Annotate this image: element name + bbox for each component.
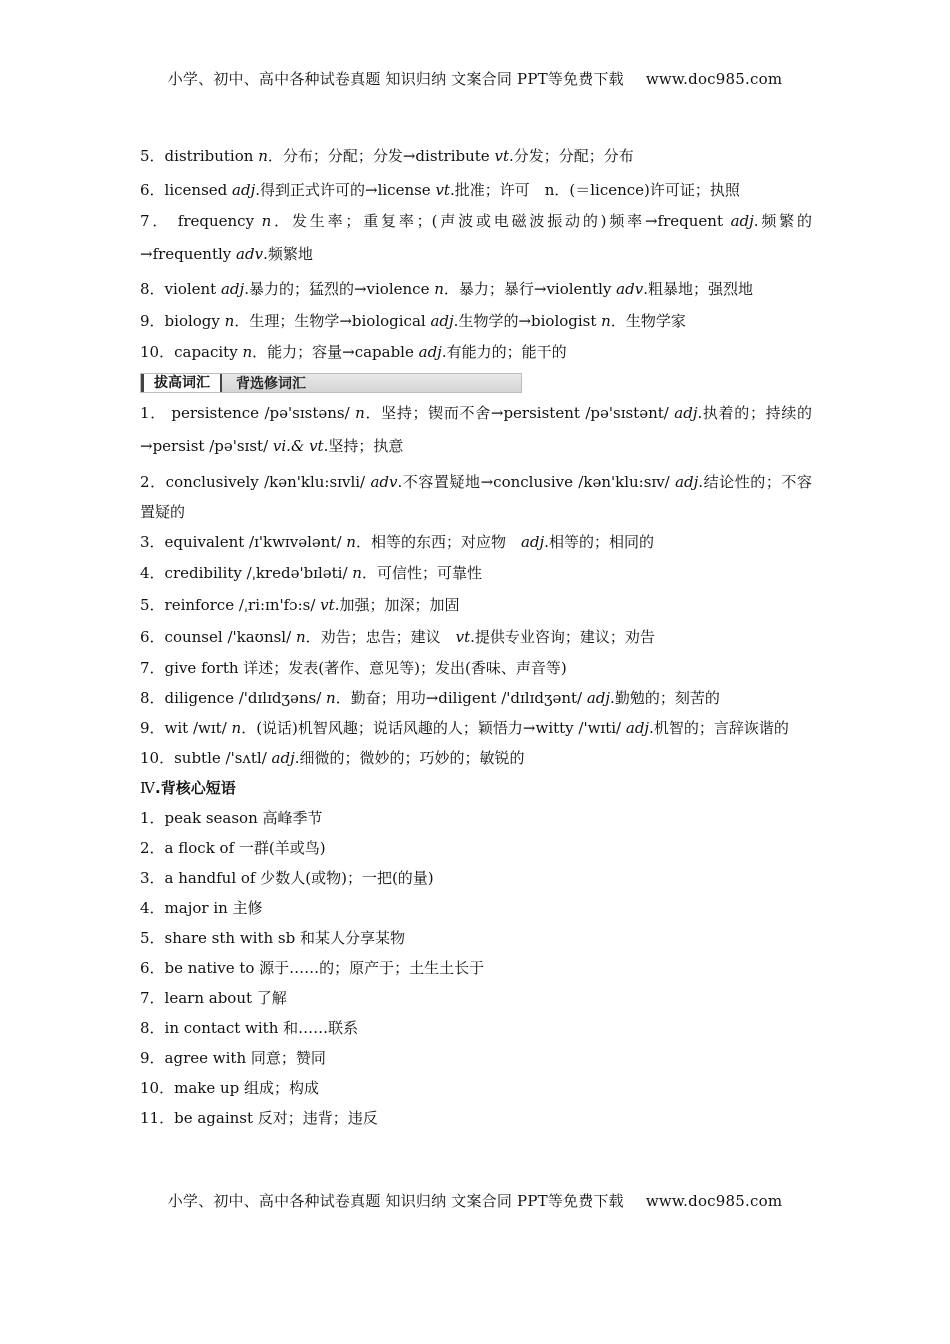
phrase-item-5 xyxy=(140,923,812,953)
part-of-speech: adv xyxy=(236,245,264,263)
part-of-speech: vi.& vt xyxy=(272,437,324,455)
advanced-item-3 xyxy=(140,527,812,557)
header-text: 小学、初中、高中各种试卷真题 知识归纳 文案合同 PPT等免费下载 xyxy=(167,70,624,88)
part-of-speech: adj xyxy=(674,404,698,422)
phrase: peak season 高峰季节 xyxy=(164,809,323,827)
definition: .加强；加深；加固 xyxy=(334,596,460,614)
definition: ．(说话)机智风趣；说话风趣的人；颖悟力→witty /'wɪti/ xyxy=(241,719,626,737)
page-header xyxy=(0,68,950,89)
vocab-item-10 xyxy=(140,337,812,367)
phrase-item-8 xyxy=(140,1013,812,1043)
phrase-item-9 xyxy=(140,1043,812,1073)
part-of-speech: adj xyxy=(675,473,699,491)
item-number: 2． xyxy=(140,473,166,491)
footer-text: 小学、初中、高中各种试卷真题 知识归纳 文案合同 PPT等免费下载 xyxy=(167,1192,624,1210)
word: violent xyxy=(164,280,221,298)
part-of-speech: adj xyxy=(271,749,295,767)
phrase-item-7 xyxy=(140,983,812,1013)
section-tag: 拔高词汇 xyxy=(141,374,222,392)
advanced-item-6 xyxy=(140,621,812,653)
definition: .相等的；相同的 xyxy=(544,533,654,551)
phrase: in contact with 和……联系 xyxy=(164,1019,359,1037)
part-of-speech: n xyxy=(231,719,242,737)
definition: ．生理；生物学→biological xyxy=(234,312,431,330)
word: counsel /'kaʊnsl/ xyxy=(164,628,296,646)
item-number: 6． xyxy=(140,628,165,646)
phrase: be against 反对；违背；违反 xyxy=(174,1109,378,1127)
part-of-speech: vt xyxy=(494,147,509,165)
item-number: 10． xyxy=(140,749,175,767)
header-site-link[interactable]: www.doc985.com xyxy=(645,70,783,88)
part-of-speech: adv xyxy=(370,473,398,491)
definition: .生物学的→biologist xyxy=(453,312,602,330)
word: licensed xyxy=(164,181,233,199)
definition: .有能力的；能干的 xyxy=(441,343,567,361)
part-of-speech: adj xyxy=(220,280,245,298)
advanced-item-1 xyxy=(140,397,812,463)
definition: .不容置疑地→conclusive /kən'klu:sɪv/ xyxy=(397,473,676,491)
roman-numeral: Ⅳ xyxy=(140,779,155,797)
part-of-speech: n xyxy=(601,312,611,330)
advanced-item-8 xyxy=(140,683,812,713)
item-number: 11． xyxy=(140,1109,175,1127)
phrase: major in 主修 xyxy=(164,899,263,917)
advanced-item-7 xyxy=(140,653,812,683)
vocab-item-9 xyxy=(140,305,812,337)
part-of-speech: n xyxy=(434,280,444,298)
item-number: 2． xyxy=(140,839,165,857)
part-of-speech: n xyxy=(326,689,336,707)
phrase: agree with 同意；赞同 xyxy=(164,1049,326,1067)
phrase: a flock of 一群(羊或鸟) xyxy=(164,839,326,857)
phrase-item-4 xyxy=(140,893,812,923)
definition: ．劝告；忠告；建议 xyxy=(305,628,456,646)
definition: ．坚持；锲而不舍→persistent /pə'sɪstənt/ xyxy=(364,404,675,422)
item-number: 6． xyxy=(140,181,165,199)
word: subtle /'sʌtl/ xyxy=(174,749,272,767)
definition: ．相等的东西；对应物 xyxy=(355,533,521,551)
word: persistence /pə'sɪstəns/ xyxy=(165,404,356,422)
section-subtitle: 背选修词汇 xyxy=(236,376,306,392)
definition: ．勤奋；用功→diligent /'dɪlɪdʒənt/ xyxy=(335,689,587,707)
word: reinforce /ˌri:ɪn'fɔ:s/ xyxy=(164,596,321,614)
word: capacity xyxy=(174,343,243,361)
part-of-speech: n xyxy=(295,628,306,646)
advanced-item-4 xyxy=(140,557,812,589)
item-number: 9． xyxy=(140,312,165,330)
item-number: 7． xyxy=(140,989,165,1007)
phrase-item-2 xyxy=(140,833,812,863)
definition: .得到正式许可的→license xyxy=(255,181,436,199)
phrases-heading xyxy=(140,773,812,803)
phrase: learn about 了解 xyxy=(164,989,287,1007)
footer-site-link[interactable]: www.doc985.com xyxy=(645,1192,783,1210)
document-body xyxy=(140,141,812,1133)
phrase: share sth with sb 和某人分享某物 xyxy=(164,929,405,947)
part-of-speech: vt xyxy=(435,181,450,199)
word: frequency xyxy=(170,212,262,230)
definition: .暴力的；猛烈的→violence xyxy=(244,280,435,298)
item-number: 10． xyxy=(140,1079,175,1097)
item-number: 8． xyxy=(140,1019,165,1037)
advanced-item-5 xyxy=(140,589,812,621)
item-number: 8． xyxy=(140,280,165,298)
phrase: give forth 详述；发表(著作、意见等)；发出(香味、声音等) xyxy=(164,659,567,677)
definition: .提供专业咨询；建议；劝告 xyxy=(470,628,655,646)
word: conclusively /kən'klu:sɪvli/ xyxy=(165,473,371,491)
word: credibility /ˌkredə'bɪləti/ xyxy=(164,564,353,582)
item-number: 5． xyxy=(140,147,165,165)
definition: ．可信性；可靠性 xyxy=(361,564,482,582)
definition: ．生物学家 xyxy=(610,312,686,330)
vocab-item-7 xyxy=(140,205,812,271)
item-number: 9． xyxy=(140,719,165,737)
part-of-speech: n xyxy=(355,404,365,422)
page-footer xyxy=(0,1190,950,1211)
advanced-item-9 xyxy=(140,713,812,743)
part-of-speech: n xyxy=(346,533,356,551)
definition: .频繁地 xyxy=(263,245,313,263)
word: diligence /'dɪlɪdʒəns/ xyxy=(164,689,327,707)
phrase-item-11 xyxy=(140,1103,812,1133)
vocab-item-6 xyxy=(140,175,812,205)
item-number: 5． xyxy=(140,596,165,614)
definition: .批准；许可 n．(＝licence)许可证；执照 xyxy=(449,181,740,199)
item-number: 10． xyxy=(140,343,175,361)
phrase-item-1 xyxy=(140,803,812,833)
vocab-item-8 xyxy=(140,273,812,305)
part-of-speech: adj xyxy=(430,312,454,330)
item-number: 3． xyxy=(140,869,165,887)
phrase: a handful of 少数人(或物)；一把(的量) xyxy=(164,869,434,887)
item-number: 1． xyxy=(140,809,165,827)
item-number: 3． xyxy=(140,533,165,551)
advanced-item-10 xyxy=(140,743,812,773)
phrase-item-6 xyxy=(140,953,812,983)
phrase-item-10 xyxy=(140,1073,812,1103)
part-of-speech: vt xyxy=(320,596,335,614)
item-number: 7． xyxy=(140,212,171,230)
item-number: 9． xyxy=(140,1049,165,1067)
definition: ．能力；容量→capable xyxy=(252,343,419,361)
word: equivalent /ɪ'kwɪvələnt/ xyxy=(164,533,347,551)
part-of-speech: n xyxy=(224,312,235,330)
definition: ．发生率；重复率；(声波或电磁波振动的)频率→frequent xyxy=(271,212,731,230)
definition: .勤勉的；刻苦的 xyxy=(610,689,720,707)
definition: .坚持；执意 xyxy=(323,437,404,455)
phrase: be native to 源于……的；原产于；土生土长于 xyxy=(164,959,485,977)
part-of-speech: adv xyxy=(616,280,644,298)
definition: .细微的；微妙的；巧妙的；敏锐的 xyxy=(294,749,525,767)
part-of-speech: n xyxy=(242,343,253,361)
item-number: 4． xyxy=(140,899,165,917)
part-of-speech: n xyxy=(352,564,362,582)
word: wit /wɪt/ xyxy=(164,719,232,737)
advanced-item-2 xyxy=(140,467,812,527)
item-number: 7． xyxy=(140,659,165,677)
part-of-speech: adj xyxy=(520,533,545,551)
item-number: 6． xyxy=(140,959,165,977)
part-of-speech: adj xyxy=(730,212,754,230)
definition: .粗暴地；强烈地 xyxy=(643,280,753,298)
definition: ．分布；分配；分发→distribute xyxy=(267,147,495,165)
section-bar xyxy=(140,373,522,393)
word: distribution xyxy=(164,147,259,165)
item-number: 5． xyxy=(140,929,165,947)
word: biology xyxy=(164,312,225,330)
definition: .机智的；言辞诙谐的 xyxy=(649,719,789,737)
phrase: make up 组成；构成 xyxy=(174,1079,320,1097)
item-number: 4． xyxy=(140,564,165,582)
item-number: 8． xyxy=(140,689,165,707)
vocab-item-5 xyxy=(140,141,812,171)
definition: ．暴力；暴行→violently xyxy=(443,280,617,298)
definition: .结论性的；不容置疑的 xyxy=(140,473,812,521)
part-of-speech: n xyxy=(258,147,268,165)
definition: .执着的；持续的→persist /pə'sɪst/ xyxy=(140,404,812,455)
definition: .分发；分配；分布 xyxy=(508,147,634,165)
part-of-speech: adj xyxy=(625,719,650,737)
phrase-item-3 xyxy=(140,863,812,893)
part-of-speech: vt xyxy=(455,628,471,646)
definition: .频繁的→frequently xyxy=(140,212,812,263)
part-of-speech: adj xyxy=(418,343,442,361)
part-of-speech: adj xyxy=(586,689,611,707)
part-of-speech: adj xyxy=(232,181,256,199)
heading-title: .背核心短语 xyxy=(155,779,236,797)
item-number: 1． xyxy=(140,404,166,422)
part-of-speech: n xyxy=(261,212,272,230)
